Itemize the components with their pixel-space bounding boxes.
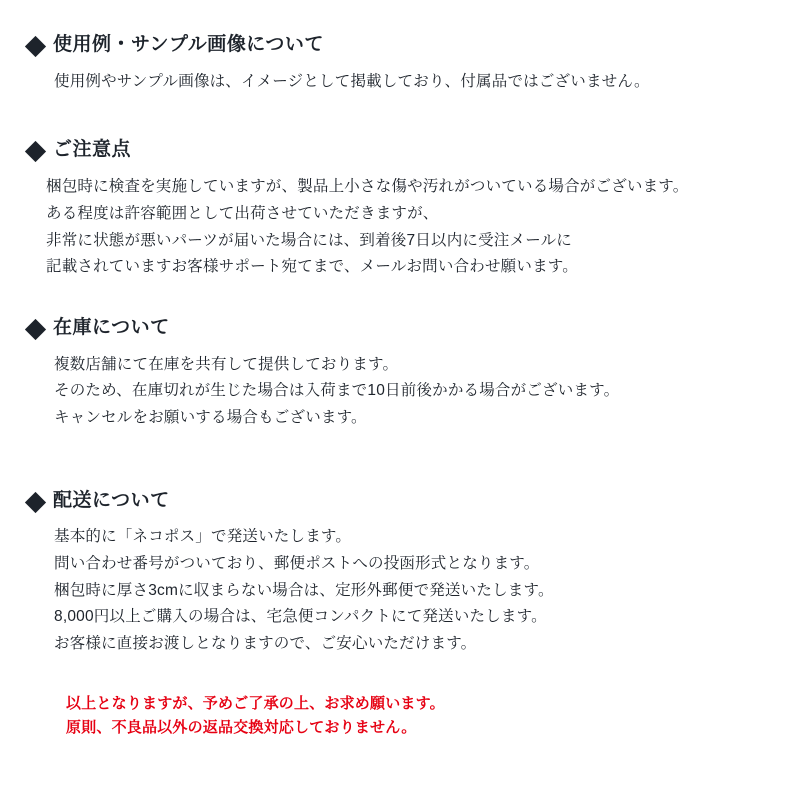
- section-cautions: [28, 139, 772, 280]
- body-line: 基本的に「ネコポス」で発送いたします。: [54, 528, 352, 546]
- body-line: 問い合わせ番号がついており、郵便ポストへの投函形式となります。: [54, 555, 540, 573]
- body-line: 梱包時に厚さ3cmに収まらない場合は、定形外郵便で発送いたします。: [54, 581, 554, 599]
- section-shipping: [28, 490, 772, 658]
- section-body: [28, 69, 772, 96]
- notice-block: [28, 692, 772, 741]
- body-line: お客様に直接お渡しとなりますので、ご安心いただけます。: [54, 635, 477, 653]
- section-header: [28, 490, 772, 513]
- section-header: [28, 139, 772, 162]
- diamond-bullet-icon: [25, 36, 46, 57]
- diamond-bullet-icon: [25, 319, 46, 340]
- diamond-bullet-icon: [25, 492, 46, 513]
- body-line: 梱包時に検査を実施していますが、製品上小さな傷や汚れがついている場合がございます。: [46, 178, 689, 196]
- diamond-bullet-icon: [25, 141, 46, 162]
- section-title: ご注意点: [53, 139, 132, 161]
- body-line: 8,000円以上ご購入の場合は、宅急便コンパクトにて発送いたします。: [54, 608, 547, 626]
- section-header: [28, 34, 772, 57]
- section-title: 在庫について: [53, 316, 170, 338]
- section-stock: [28, 317, 772, 432]
- body-line: 使用例やサンプル画像は、イメージとして掲載しており、付属品ではございません。: [54, 72, 650, 90]
- section-title: 使用例・サンプル画像について: [53, 34, 324, 55]
- section-body: [28, 524, 772, 657]
- section-body: [28, 174, 772, 281]
- notice-line: 以上となりますが、予めご了承の上、お求め願います。: [66, 694, 445, 712]
- body-line: そのため、在庫切れが生じた場合は入荷まで10日前後かかる場合がございます。: [54, 382, 620, 400]
- section-header: [28, 317, 772, 340]
- body-line: 記載されていますお客様サポート宛てまで、メールお問い合わせ願います。: [46, 258, 578, 276]
- section-usage-samples: [28, 34, 772, 95]
- notice-line: 原則、不良品以外の返品交換対応しておりません。: [66, 719, 417, 737]
- section-body: [28, 352, 772, 432]
- body-line: 複数店舗にて在庫を共有して提供しております。: [54, 355, 399, 373]
- body-line: 非常に状態が悪いパーツが届いた場合には、到着後7日以内に受注メールに: [46, 231, 572, 249]
- body-line: キャンセルをお願いする場合もございます。: [54, 408, 367, 426]
- body-line: ある程度は許容範囲として出荷させていただきますが、: [46, 204, 439, 222]
- section-title: 配送について: [53, 489, 170, 511]
